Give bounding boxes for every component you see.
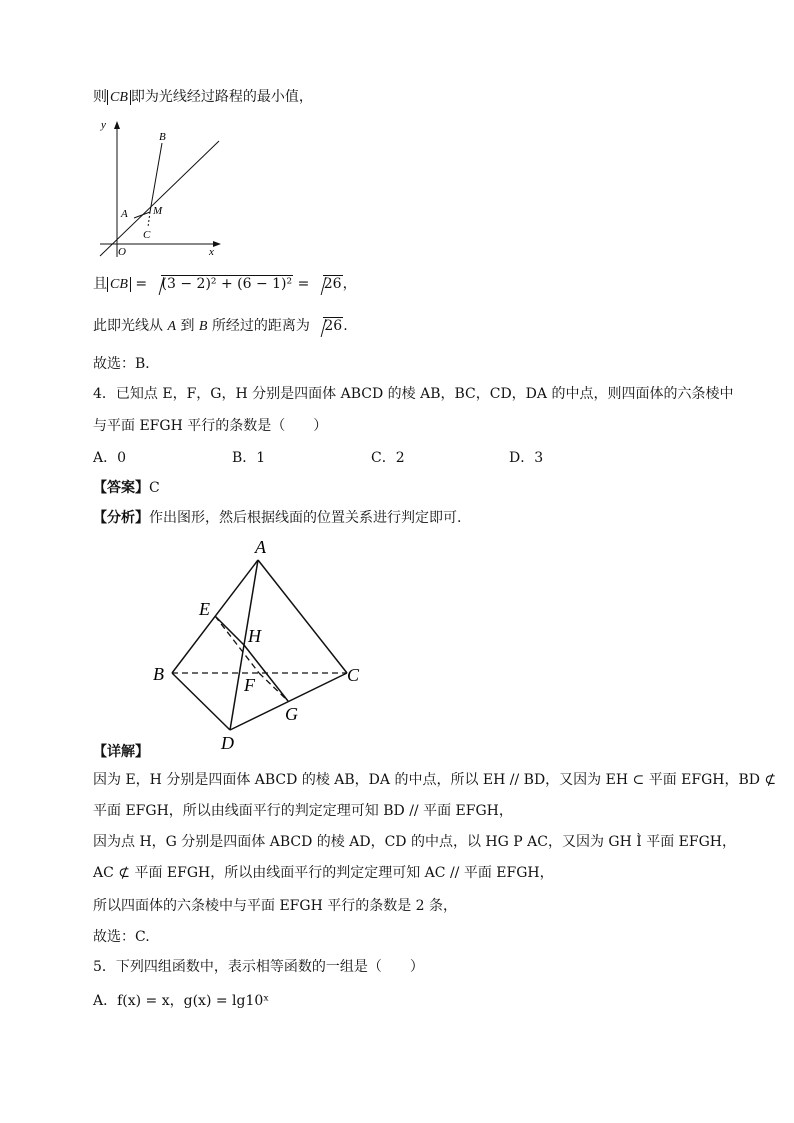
- answer-value: C: [149, 480, 160, 496]
- choice-c: C．2: [371, 450, 405, 466]
- choice-line: 故选：B．: [93, 356, 160, 372]
- line-cb-value: [93, 275, 357, 294]
- choice-b: B．1: [232, 450, 266, 466]
- label-d: D: [221, 733, 234, 753]
- label-x: x: [209, 246, 214, 258]
- label-m: M: [153, 205, 163, 217]
- label-h: H: [248, 626, 261, 646]
- text: 则: [93, 89, 107, 105]
- label-f: F: [244, 675, 255, 695]
- text: ，: [342, 276, 357, 292]
- detail-text-1: 因为 E，H 分别是四面体 ABCD 的棱 AB，DA 的中点，所以 EH // BD，又因为 EH ⊂ 平面 EFGH，BD ⊄: [93, 772, 777, 788]
- choice-a: A．0: [93, 450, 127, 466]
- text: .: [343, 318, 348, 334]
- detail-text-4: AC ⊄ 平面 EFGH，所以由线面平行的判定定理可知 AC // 平面 EFGH，: [93, 865, 554, 881]
- text: 即为光线经过路程的最小值，: [130, 89, 313, 105]
- label-y: y: [101, 119, 106, 131]
- detail-text-5: 所以四面体的六条棱中与平面 EFGH 平行的条数是 2 条，: [93, 898, 458, 914]
- analysis-text: 作出图形，然后根据线面的位置关系进行判定即可.: [149, 510, 462, 526]
- detail-text-6: 故选：C.: [93, 929, 150, 945]
- choice-d: D．3: [509, 450, 544, 466]
- label-b: B: [153, 664, 164, 684]
- abs-cb: CB: [107, 277, 131, 292]
- analysis-line: [93, 509, 461, 527]
- label-a: A: [255, 537, 266, 557]
- text: =: [297, 276, 310, 292]
- detail-label: 【详解】: [93, 744, 149, 760]
- question-4-text-2: 与平面 EFGH 平行的条数是（ ）: [93, 418, 328, 434]
- radicand: 26: [324, 318, 343, 334]
- detail-text-3: 因为点 H，G 分别是四面体 ABCD 的棱 AD，CD 的中点，以 HG P AC，又因为 GH Ì 平面 EFGH，: [93, 834, 736, 850]
- text: B: [198, 319, 208, 334]
- label-e: E: [199, 599, 210, 619]
- analysis-label: 【分析】: [93, 510, 149, 526]
- question-4-text: 4．已知点 E，F，G，H 分别是四面体 ABCD 的棱 AB，BC，CD，DA 的中点，则四面体的六条棱中: [93, 386, 734, 402]
- question-5-text: 5．下列四组函数中，表示相等函数的一组是（ ）: [93, 959, 424, 975]
- label-c: C: [347, 665, 360, 685]
- text: 此即光线从: [93, 318, 163, 334]
- text: 到: [180, 318, 195, 334]
- answer-label: 【答案】: [93, 480, 149, 496]
- question-5-option-a: A．f(x) = x，g(x) = lg10ˣ: [93, 993, 270, 1009]
- text: A: [167, 319, 177, 334]
- answer-line: [93, 479, 160, 497]
- radicand: 26: [323, 276, 342, 292]
- detail-text-2: 平面 EFGH，所以由线面平行的判定定理可知 BD // 平面 EFGH，: [93, 803, 513, 819]
- radicand: (3 − 2)² + (6 − 1)²: [161, 276, 293, 292]
- label-c: C: [143, 229, 151, 241]
- sqrt-26: [314, 317, 343, 335]
- label-g: G: [285, 704, 298, 724]
- label-a: A: [121, 208, 128, 220]
- abs-cb: CB: [107, 90, 131, 105]
- line-cb-min: [93, 88, 313, 107]
- tetrahedron-figure: [145, 533, 370, 753]
- light-path-figure: [92, 115, 232, 265]
- line-distance: [93, 317, 348, 336]
- label-o: O: [118, 246, 126, 258]
- text: 所经过的距离为: [211, 318, 310, 334]
- sqrt-26: [314, 275, 343, 293]
- sqrt-expression: [152, 275, 294, 293]
- label-b: B: [159, 131, 166, 143]
- text: 且: [93, 276, 107, 292]
- text: =: [135, 276, 148, 292]
